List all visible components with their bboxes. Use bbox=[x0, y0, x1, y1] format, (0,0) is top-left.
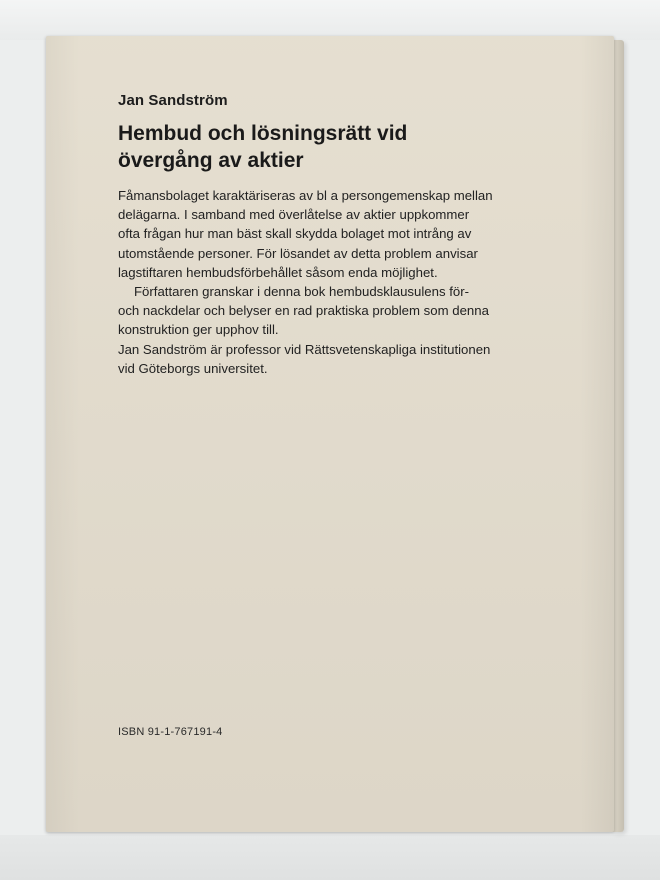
description-line: konstruktion ger upphov till. bbox=[118, 322, 279, 338]
book-title bbox=[118, 120, 558, 174]
description-line: och nackdelar och belyser en rad praktiska problem som denna bbox=[118, 303, 489, 319]
book-description bbox=[118, 186, 588, 378]
background-table bbox=[0, 835, 660, 880]
book-title-line: övergång av aktier bbox=[118, 149, 304, 172]
description-line: ofta frågan hur man bäst skall skydda bolaget mot intrång av bbox=[118, 226, 472, 242]
description-line: Fåmansbolaget karaktäriseras av bl a persongemenskap mellan bbox=[118, 188, 493, 203]
isbn-number: ISBN 91-1-767191-4 bbox=[118, 726, 223, 738]
author-name: Jan Sandström bbox=[118, 92, 228, 109]
description-line: vid Göteborgs universitet. bbox=[118, 360, 268, 376]
description-line: lagstiftaren hembudsförbehållet såsom enda möjlighet. bbox=[118, 264, 438, 280]
background-wall bbox=[0, 0, 660, 40]
description-line: Jan Sandström är professor vid Rättsvetenskapliga institutionen bbox=[118, 341, 491, 357]
description-line: delägarna. I samband med överlåtelse av aktier uppkommer bbox=[118, 207, 470, 223]
book-title-line: Hembud och lösningsrätt vid bbox=[118, 122, 408, 145]
description-line: Författaren granskar i denna bok hembudsklausulens för- bbox=[134, 284, 469, 300]
description-line: utomstående personer. För lösandet av detta problem anvisar bbox=[118, 245, 478, 261]
